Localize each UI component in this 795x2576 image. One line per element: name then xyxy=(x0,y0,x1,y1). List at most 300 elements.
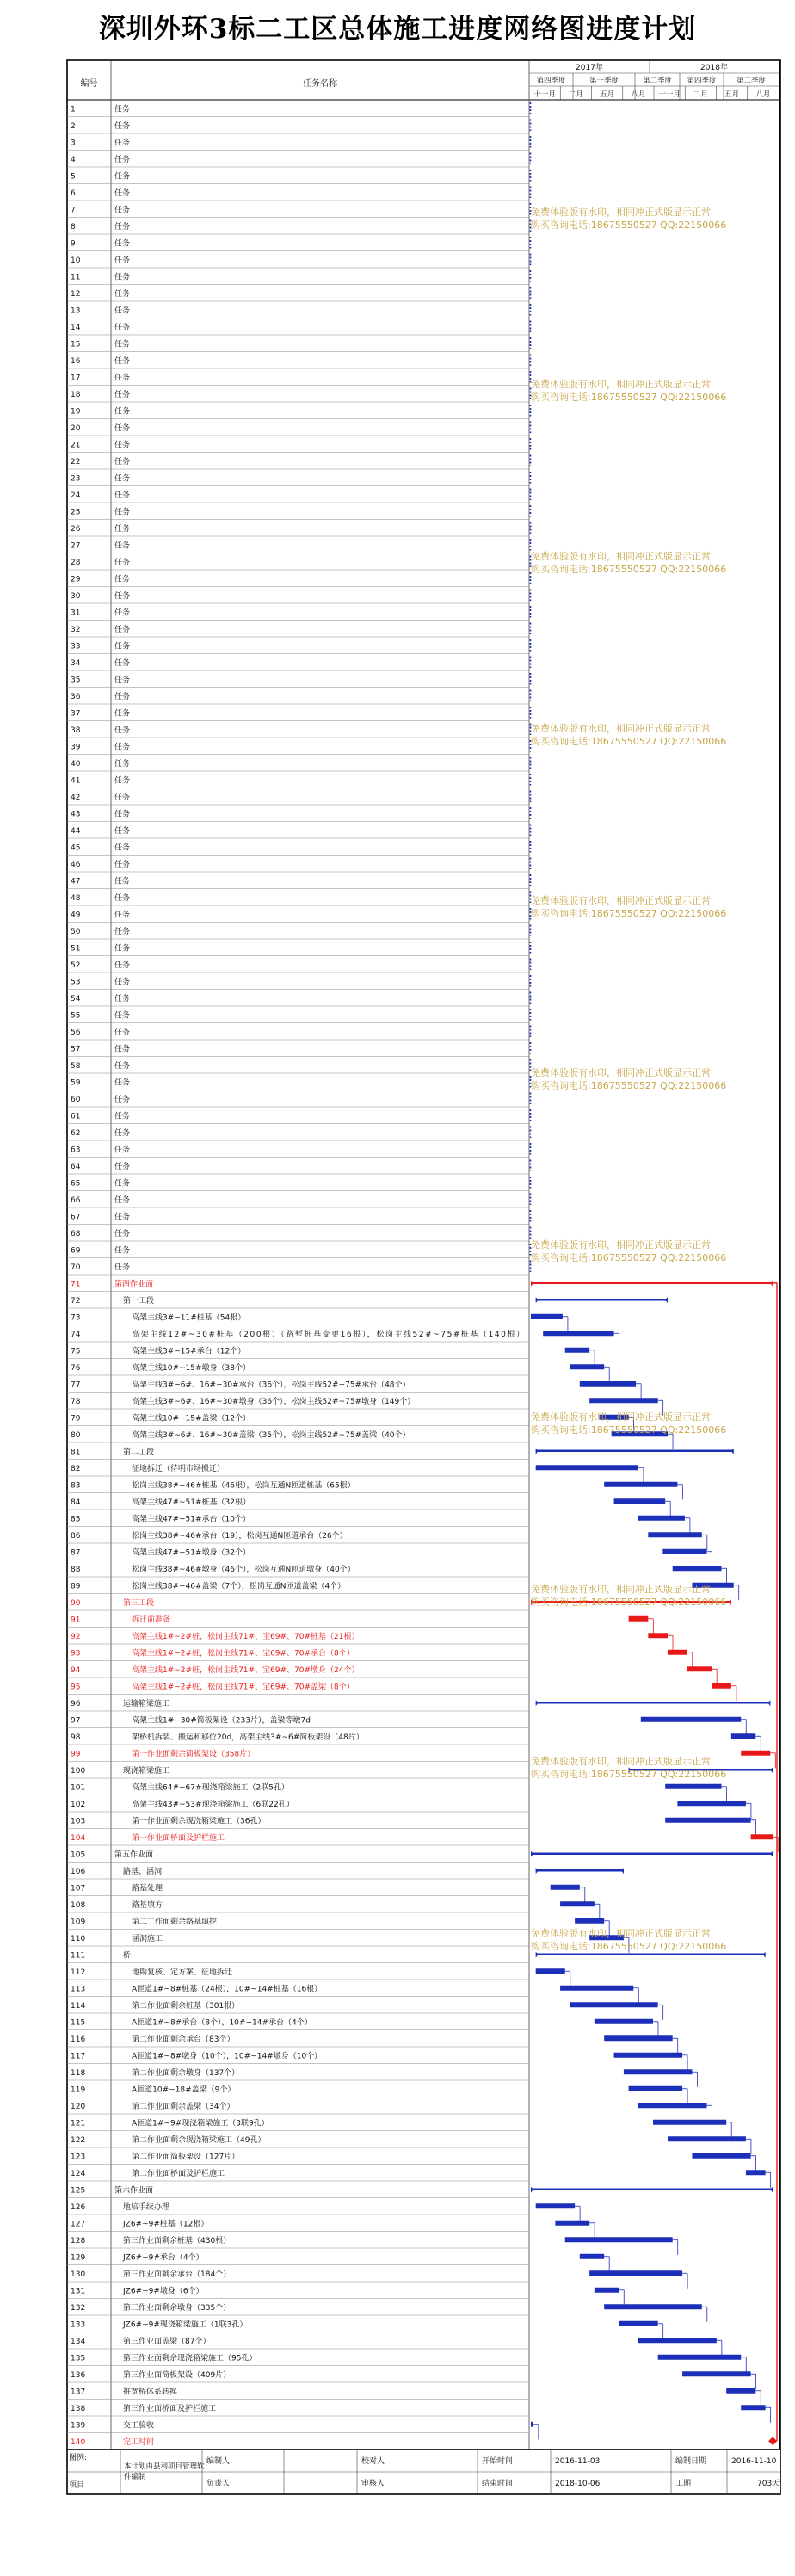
watermark: 免费体验版有水印，相同冲正式版显示正常 xyxy=(531,1412,711,1423)
task-name: JZ6#~9#现浇箱梁施工（1联3孔） xyxy=(123,2320,248,2330)
task-name: 任务 xyxy=(114,239,131,249)
task-bar xyxy=(536,2203,575,2208)
task-name: A匝道1#~8#承台（8个），10#~14#承台（4个） xyxy=(132,2018,312,2028)
task-id: 125 xyxy=(71,2186,86,2196)
task-name: 第六作业面 xyxy=(114,2186,154,2196)
task-id: 18 xyxy=(71,390,81,399)
task-id: 32 xyxy=(71,625,81,634)
task-bar xyxy=(726,2388,755,2394)
task-id: 34 xyxy=(71,658,81,668)
task-name: 任务 xyxy=(114,994,131,1004)
task-name: 地培手续办理 xyxy=(123,2202,170,2212)
task-id: 133 xyxy=(71,2320,86,2330)
task-name: 架桥机拆装、搬运和移位20d，高架主线3#~6#简板架设（48片） xyxy=(132,1733,364,1742)
task-id: 64 xyxy=(71,1162,81,1171)
task-name: 任务 xyxy=(114,1095,131,1104)
task-name: 任务 xyxy=(114,121,131,131)
task-id: 81 xyxy=(71,1448,81,1457)
task-name: 第三工段 xyxy=(123,1598,155,1608)
task-id: 45 xyxy=(71,843,81,853)
task-id: 126 xyxy=(71,2202,86,2212)
task-name: A匝道1#~9#现浇箱梁施工（3联9孔） xyxy=(132,2119,269,2128)
task-name: 路基填方 xyxy=(132,1900,163,1910)
task-id: 84 xyxy=(71,1498,81,1507)
task-name: 任务 xyxy=(114,893,131,903)
task-id: 39 xyxy=(71,743,81,752)
task-name: 任务 xyxy=(114,1011,131,1021)
task-id: 15 xyxy=(71,340,81,349)
task-bar xyxy=(662,1549,706,1554)
timescale-year: 2018年 xyxy=(700,64,728,72)
task-bar xyxy=(570,2002,657,2007)
task-name: 第三作业面简板架设（409片） xyxy=(123,2370,231,2380)
task-name: 第三作业面剩余现浇箱梁施工（95孔） xyxy=(123,2354,257,2363)
task-id: 102 xyxy=(71,1800,86,1809)
task-id: 23 xyxy=(71,474,81,484)
watermark: 购买咨询电话:18675550527 QQ:22150066 xyxy=(531,564,727,575)
task-name: 现浇箱梁施工 xyxy=(123,1766,170,1776)
task-id: 71 xyxy=(71,1280,81,1289)
task-bar xyxy=(565,1348,589,1353)
task-name: 第一作业面桥面及护栏施工 xyxy=(132,1833,225,1843)
task-name: 任务 xyxy=(114,1128,131,1138)
task-id: 53 xyxy=(71,978,81,987)
task-bar xyxy=(531,2422,533,2427)
footer-project-value: 件编制 xyxy=(124,2473,146,2481)
task-bar xyxy=(638,1516,685,1521)
task-id: 88 xyxy=(71,1565,81,1574)
watermark: 购买咨询电话:18675550527 QQ:22150066 xyxy=(531,1769,727,1780)
task-id: 99 xyxy=(71,1750,81,1759)
task-name: 桥 xyxy=(123,1951,132,1961)
task-id: 38 xyxy=(71,726,81,735)
task-name: 任务 xyxy=(114,608,131,618)
watermark: 购买咨询电话:18675550527 QQ:22150066 xyxy=(531,1597,727,1608)
timescale-quarter: 第一季度 xyxy=(589,77,619,85)
task-bar xyxy=(751,1834,773,1839)
task-name: 任务 xyxy=(114,625,131,634)
task-id: 60 xyxy=(71,1095,81,1104)
watermark: 免费体验版有水印，相同冲正式版显示正常 xyxy=(531,207,711,218)
footer-legend-label: 图例: xyxy=(69,2454,88,2462)
task-id: 131 xyxy=(71,2287,86,2296)
task-id: 47 xyxy=(71,877,81,886)
task-name: 任务 xyxy=(114,692,131,701)
watermark: 免费体验版有水印，相同冲正式版显示正常 xyxy=(531,895,711,906)
task-name: 任务 xyxy=(114,206,131,215)
task-name: 任务 xyxy=(114,390,131,399)
task-id: 41 xyxy=(71,776,81,786)
task-name: 涵洞施工 xyxy=(132,1934,163,1943)
task-id: 134 xyxy=(71,2337,86,2346)
task-id: 25 xyxy=(71,508,81,517)
task-id: 7 xyxy=(71,206,76,215)
task-name: 高架主线3#~6#、16#~30#盖梁（35个），松岗主线52#~75#盖梁（40个） xyxy=(132,1430,410,1440)
task-name: 任务 xyxy=(114,860,131,869)
task-name: 任务 xyxy=(114,1229,131,1239)
task-name: 任务 xyxy=(114,1078,131,1088)
task-name: 任务 xyxy=(114,1213,131,1222)
timescale-month: 八月 xyxy=(755,90,771,99)
task-id: 40 xyxy=(71,759,81,769)
task-id: 67 xyxy=(71,1213,81,1222)
task-name: 高架主线12#~30#桩基（200根）（路堑桩基变更16根），松岗主线52#~75#桩基（140根） xyxy=(132,1330,524,1339)
task-name: 高架主线47#~51#承台（10个） xyxy=(132,1515,250,1524)
timescale-month: 二月 xyxy=(693,90,708,99)
task-bar xyxy=(531,1314,563,1319)
task-bar xyxy=(565,2237,673,2242)
task-bar xyxy=(653,2120,726,2125)
task-name: 任务 xyxy=(114,441,131,450)
task-id: 123 xyxy=(71,2153,86,2162)
task-name: 高架主线47#~51#墩身（32个） xyxy=(132,1548,250,1558)
task-name: 拆迁前准备 xyxy=(132,1615,171,1625)
task-name: 任务 xyxy=(114,139,131,148)
task-name: 松岗主线38#~46#盖梁（7个），松岗互通N匝道盖梁（4个） xyxy=(132,1582,346,1591)
task-bar xyxy=(570,1364,604,1369)
task-id: 3 xyxy=(71,139,76,148)
task-name: 任务 xyxy=(114,826,131,836)
task-id: 35 xyxy=(71,676,81,685)
watermark: 免费体验版有水印，相同冲正式版显示正常 xyxy=(531,1067,711,1078)
task-bar xyxy=(692,2153,750,2159)
task-id: 59 xyxy=(71,1078,81,1088)
task-id: 115 xyxy=(71,2018,86,2028)
watermark: 购买咨询电话:18675550527 QQ:22150066 xyxy=(531,1941,727,1952)
task-name: 第一作业面剩余现浇箱梁施工（36孔） xyxy=(132,1817,266,1826)
task-id: 36 xyxy=(71,692,81,701)
task-id: 140 xyxy=(71,2437,86,2447)
footer-field: 2016-11-10 xyxy=(731,2457,777,2466)
task-name: 第三作业面盖梁（87个） xyxy=(123,2337,211,2346)
task-id: 12 xyxy=(71,289,81,299)
task-name: 任务 xyxy=(114,491,131,500)
timescale-month: 十一月 xyxy=(533,90,556,99)
task-name: 高架主线43#~53#现浇箱梁施工（6联22孔） xyxy=(132,1800,294,1809)
task-id: 132 xyxy=(71,2303,86,2313)
task-name: 任务 xyxy=(114,1112,131,1121)
task-name: 拼宽桥体系转换 xyxy=(123,2388,178,2397)
task-id: 22 xyxy=(71,457,81,466)
task-bar xyxy=(555,2221,589,2226)
task-name: 任务 xyxy=(114,1179,131,1189)
task-bar xyxy=(638,2103,707,2108)
task-id: 70 xyxy=(71,1263,81,1272)
task-name: 任务 xyxy=(114,1045,131,1054)
task-id: 111 xyxy=(71,1951,86,1961)
footer-project-value: 本计划由县利项目管理软 xyxy=(124,2462,205,2471)
task-id: 50 xyxy=(71,927,81,936)
task-name: 第三作业面剩余承台（184个） xyxy=(123,2270,231,2279)
task-name: 任务 xyxy=(114,877,131,886)
task-name: 任务 xyxy=(114,306,131,316)
task-id: 52 xyxy=(71,961,81,970)
task-bar xyxy=(641,1717,741,1722)
task-name: 第二作业面剩余墩身（137个） xyxy=(132,2068,240,2078)
task-bar xyxy=(580,2254,604,2259)
task-bar xyxy=(741,1751,770,1756)
task-id: 138 xyxy=(71,2404,86,2413)
task-bar xyxy=(575,1918,604,1924)
task-id: 63 xyxy=(71,1146,81,1155)
task-bar xyxy=(595,2019,653,2024)
timescale-month: 二月 xyxy=(568,90,583,99)
task-name: 任务 xyxy=(114,374,131,383)
task-id: 51 xyxy=(71,944,81,954)
task-name: 任务 xyxy=(114,961,131,970)
task-id: 93 xyxy=(71,1649,81,1659)
task-bar xyxy=(614,2053,683,2058)
task-id: 96 xyxy=(71,1699,81,1708)
task-id: 46 xyxy=(71,860,81,869)
task-bar xyxy=(648,1633,668,1638)
watermark: 购买咨询电话:18675550527 QQ:22150066 xyxy=(531,219,727,231)
task-id: 24 xyxy=(71,491,81,500)
task-id: 2 xyxy=(71,121,76,131)
task-id: 79 xyxy=(71,1414,81,1424)
task-name: 任务 xyxy=(114,927,131,936)
task-name: 地勘复核、定方案、征地拆迁 xyxy=(132,1968,233,1977)
timescale-quarter: 第四季度 xyxy=(687,77,717,85)
task-id: 136 xyxy=(71,2370,86,2380)
task-id: 14 xyxy=(71,323,81,332)
task-name: 任务 xyxy=(114,793,131,802)
task-id: 17 xyxy=(71,374,81,383)
task-id: 44 xyxy=(71,826,81,836)
task-id: 119 xyxy=(71,2085,86,2095)
task-name: 任务 xyxy=(114,155,131,164)
task-id: 31 xyxy=(71,608,81,618)
task-id: 75 xyxy=(71,1347,81,1356)
task-name: JZ6#~9#承台（4个） xyxy=(123,2253,204,2263)
task-name: 任务 xyxy=(114,356,131,366)
task-name: 任务 xyxy=(114,558,131,567)
timescale-quarter: 第二季度 xyxy=(736,77,767,85)
task-bar xyxy=(543,1331,613,1336)
task-name: 任务 xyxy=(114,911,131,920)
task-id: 77 xyxy=(71,1381,81,1390)
task-id: 127 xyxy=(71,2220,86,2229)
task-name: 高架主线47#~51#桩基（32根） xyxy=(132,1498,250,1507)
task-name: 任务 xyxy=(114,188,131,198)
task-name: 任务 xyxy=(114,944,131,954)
task-name: 第二作业面剩余桩基（301根） xyxy=(132,2001,240,2011)
task-id: 69 xyxy=(71,1246,81,1256)
task-bar xyxy=(589,1398,658,1403)
task-id: 16 xyxy=(71,356,81,366)
task-name: 第二工作面剩余路基填挖 xyxy=(132,1918,218,1927)
task-id: 10 xyxy=(71,256,81,265)
task-name: 高架主线1#~30#简板架设（233片），盖梁等墩7d xyxy=(132,1716,311,1726)
task-id: 112 xyxy=(71,1968,86,1977)
task-name: 任务 xyxy=(114,273,131,282)
task-id: 43 xyxy=(71,810,81,819)
task-name: 任务 xyxy=(114,743,131,752)
task-name: 任务 xyxy=(114,323,131,332)
watermark: 免费体验版有水印，相同冲正式版显示正常 xyxy=(531,1928,711,1939)
task-name: 第三作业面桥面及护栏施工 xyxy=(123,2404,217,2413)
task-name: 任务 xyxy=(114,423,131,433)
task-name: 任务 xyxy=(114,978,131,987)
timescale-quarter: 第四季度 xyxy=(536,77,566,85)
task-name: 任务 xyxy=(114,1146,131,1155)
task-name: 任务 xyxy=(114,1061,131,1071)
footer-project-label: 项目 xyxy=(69,2481,85,2490)
task-name: 高架主线10#~15#墩身（38个） xyxy=(132,1363,250,1373)
task-id: 55 xyxy=(71,1011,81,1021)
task-id: 122 xyxy=(71,2135,86,2145)
task-id: 13 xyxy=(71,306,81,316)
task-name: 高架主线1#~2#桩，松岗主线71#、宝69#、70#桩基（21根） xyxy=(132,1632,360,1641)
task-name: 第三作业面剩余桩基（430根） xyxy=(123,2236,231,2246)
task-name: 第三作业面剩余墩身（335个） xyxy=(123,2303,231,2313)
task-id: 107 xyxy=(71,1884,86,1893)
footer-field: 开始时间 xyxy=(482,2457,514,2466)
task-id: 109 xyxy=(71,1918,86,1927)
task-id: 129 xyxy=(71,2253,86,2263)
task-bar xyxy=(668,2136,746,2141)
footer-field: 结束时间 xyxy=(482,2480,514,2488)
task-name: 任务 xyxy=(114,642,131,652)
task-bar xyxy=(614,1498,666,1504)
task-name: 任务 xyxy=(114,776,131,786)
task-name: 高架主线64#~67#现浇箱梁施工（2联5孔） xyxy=(132,1783,289,1793)
task-id: 78 xyxy=(71,1397,81,1406)
task-id: 66 xyxy=(71,1195,81,1205)
task-id: 8 xyxy=(71,222,76,232)
watermark: 免费体验版有水印，相同冲正式版显示正常 xyxy=(531,1239,711,1251)
task-bar xyxy=(665,1784,721,1789)
footer-field: 2016-11-03 xyxy=(555,2457,601,2466)
task-name: 任务 xyxy=(114,575,131,584)
task-name: 路基处理 xyxy=(132,1884,163,1893)
task-name: 任务 xyxy=(114,676,131,685)
task-id: 5 xyxy=(71,172,76,182)
task-id: 80 xyxy=(71,1430,81,1440)
task-id: 103 xyxy=(71,1817,86,1826)
task-id: 130 xyxy=(71,2270,86,2279)
task-name: 高架主线1#~2#桩，松岗主线71#、宝69#、70#承台（8个） xyxy=(132,1649,354,1659)
task-id: 105 xyxy=(71,1850,86,1860)
watermark: 购买咨询电话:18675550527 QQ:22150066 xyxy=(531,908,727,919)
task-id: 94 xyxy=(71,1665,81,1675)
task-id: 56 xyxy=(71,1028,81,1037)
task-id: 116 xyxy=(71,2035,86,2044)
task-bar xyxy=(629,1616,649,1622)
column-header-name: 任务名称 xyxy=(303,79,337,89)
task-id: 124 xyxy=(71,2169,86,2178)
task-bar xyxy=(604,2035,673,2041)
task-bar xyxy=(687,1666,712,1671)
task-id: 85 xyxy=(71,1515,81,1524)
task-name: 任务 xyxy=(114,524,131,534)
task-name: 任务 xyxy=(114,457,131,466)
task-id: 11 xyxy=(71,273,81,282)
task-id: 33 xyxy=(71,642,81,652)
task-id: 117 xyxy=(71,2052,86,2061)
task-id: 58 xyxy=(71,1061,81,1071)
task-id: 4 xyxy=(71,155,76,164)
task-name: 第二工段 xyxy=(123,1448,155,1457)
task-id: 6 xyxy=(71,188,76,198)
task-id: 108 xyxy=(71,1900,86,1910)
task-id: 21 xyxy=(71,441,81,450)
task-bar xyxy=(536,1968,565,1974)
footer-field: 2018-10-06 xyxy=(555,2480,601,2488)
task-name: 任务 xyxy=(114,1195,131,1205)
footer-field: 编制日期 xyxy=(675,2457,707,2466)
task-name: 任务 xyxy=(114,843,131,853)
timescale-month: 五月 xyxy=(724,90,740,99)
task-name: 任务 xyxy=(114,541,131,551)
watermark: 购买咨询电话:18675550527 QQ:22150066 xyxy=(531,1080,727,1091)
task-name: 路基、涵洞 xyxy=(123,1867,163,1876)
task-id: 1 xyxy=(71,105,76,114)
task-id: 83 xyxy=(71,1481,81,1491)
task-name: 任务 xyxy=(114,105,131,114)
task-bar xyxy=(560,1986,633,1991)
task-name: A匝道1#~8#墩身（10个），10#~14#墩身（10个） xyxy=(132,2052,323,2061)
task-name: 第五作业面 xyxy=(114,1850,154,1860)
task-id: 137 xyxy=(71,2388,86,2397)
task-id: 121 xyxy=(71,2119,86,2128)
task-bar xyxy=(629,2086,682,2091)
task-name: 任务 xyxy=(114,810,131,819)
task-id: 110 xyxy=(71,1934,86,1943)
watermark: 免费体验版有水印，相同冲正式版显示正常 xyxy=(531,1584,711,1595)
task-name: 第一作业面剩余简板架设（358片） xyxy=(132,1750,256,1759)
task-name: 高架主线1#~2#桩，松岗主线71#、宝69#、70#墩身（24个） xyxy=(132,1665,360,1675)
task-bar xyxy=(741,2405,765,2410)
task-id: 28 xyxy=(71,558,81,567)
task-bar xyxy=(536,1465,638,1470)
task-id: 20 xyxy=(71,423,81,433)
task-id: 57 xyxy=(71,1045,81,1054)
task-name: 任务 xyxy=(114,256,131,265)
page-title: 深圳外环3标二工区总体施工进度网络图进度计划 xyxy=(98,14,697,45)
watermark: 购买咨询电话:18675550527 QQ:22150066 xyxy=(531,1252,727,1263)
footer-field: 审核人 xyxy=(361,2480,385,2488)
task-id: 72 xyxy=(71,1296,81,1306)
task-bar xyxy=(560,1901,595,1906)
task-id: 30 xyxy=(71,591,81,601)
task-id: 106 xyxy=(71,1867,86,1876)
task-id: 42 xyxy=(71,793,81,802)
task-id: 61 xyxy=(71,1112,81,1121)
footer-field: 负责人 xyxy=(206,2480,231,2488)
task-name: 松岗主线38#~46#桩基（46根），松岗互通N匝道桩基（65根） xyxy=(132,1481,355,1491)
task-bar xyxy=(604,2304,702,2309)
task-id: 114 xyxy=(71,2001,86,2011)
task-id: 90 xyxy=(71,1598,81,1608)
task-name: 高架主线1#~2#桩，松岗主线71#、宝69#、70#盖梁（8个） xyxy=(132,1683,354,1692)
task-id: 74 xyxy=(71,1330,81,1339)
task-name: 松岗主线38#~46#墩身（46个），松岗互通N匝道墩身（40个） xyxy=(132,1565,355,1574)
footer-field: 编制人 xyxy=(206,2457,231,2466)
task-name: 任务 xyxy=(114,407,131,417)
task-id: 68 xyxy=(71,1229,81,1239)
task-id: 73 xyxy=(71,1313,81,1323)
task-id: 120 xyxy=(71,2102,86,2111)
task-bar xyxy=(589,2270,682,2276)
task-bar xyxy=(619,2321,657,2326)
task-id: 29 xyxy=(71,575,81,584)
task-id: 37 xyxy=(71,709,81,719)
task-name: A匝道10#~18#盖梁（9个） xyxy=(132,2085,236,2095)
task-name: 任务 xyxy=(114,474,131,484)
task-bar xyxy=(668,1650,687,1655)
task-name: JZ6#~9#墩身（6个） xyxy=(123,2287,204,2296)
